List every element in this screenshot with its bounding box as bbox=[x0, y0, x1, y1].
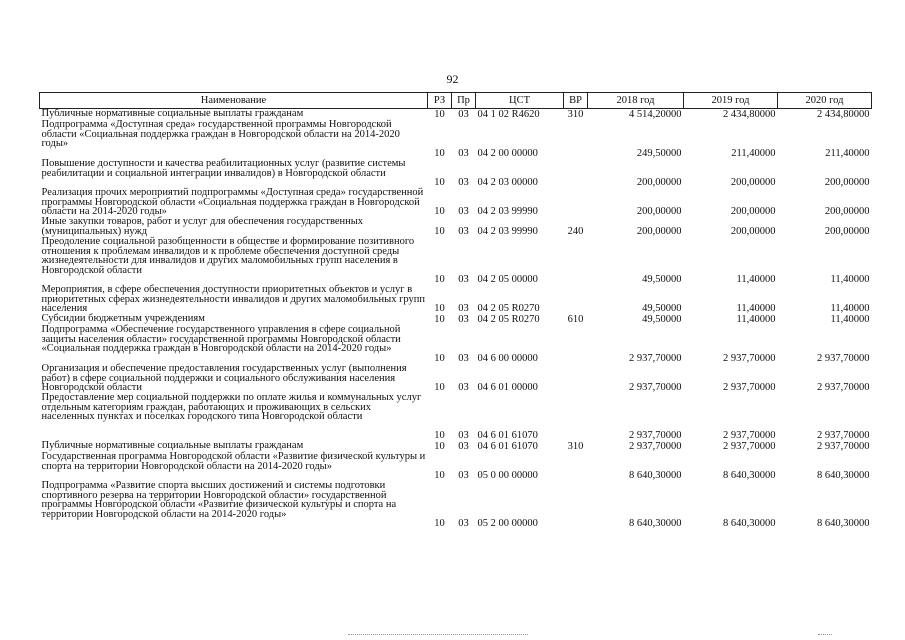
row-2020: 11,40000 bbox=[830, 314, 870, 326]
row-2020: 11,40000 bbox=[830, 274, 870, 286]
row-rz: 10 bbox=[434, 441, 445, 453]
row-name: Предоставление мер социальной поддержки по оплате жилья и коммунальных услуг отдельным категориям граждан, работающих и проживающих в сельских населенных пунктах и поселках городского типа Новгородской области bbox=[41, 392, 422, 423]
row-2018: 200,00000 bbox=[636, 226, 682, 238]
row-rz: 10 bbox=[434, 303, 445, 315]
row-name: Организация и обеспечение предоставления государственных услуг (выполнения работ) в сфере социальной поддержки и социального обслуживания населения Новгородской области bbox=[41, 363, 407, 394]
table-row bbox=[40, 217, 872, 237]
header-name: Наименование bbox=[40, 93, 428, 109]
row-2020: 200,00000 bbox=[824, 177, 870, 189]
table-body bbox=[40, 109, 872, 530]
row-2019: 2 937,70000 bbox=[723, 353, 776, 365]
row-2018: 2 937,70000 bbox=[629, 382, 682, 394]
row-name: Преодоление социальной разобщенности в обществе и формирование позитивного отношения к проблемам инвалидов и к проблеме обеспечения доступной среды жизнедеятельности для инвалидов и других маломобильных групп населения в Новгородской области bbox=[41, 236, 415, 276]
row-cst: 04 2 00 00000 bbox=[477, 148, 538, 160]
row-pr: 03 bbox=[458, 382, 469, 394]
row-rz: 10 bbox=[434, 226, 445, 238]
table-row bbox=[40, 364, 872, 393]
row-pr: 03 bbox=[458, 148, 469, 160]
row-rz: 10 bbox=[434, 470, 445, 482]
row-pr: 03 bbox=[458, 470, 469, 482]
row-pr: 03 bbox=[458, 109, 469, 121]
row-rz: 10 bbox=[434, 206, 445, 218]
table-row bbox=[40, 285, 872, 314]
row-vr bbox=[564, 393, 588, 441]
row-2019: 2 937,70000 bbox=[723, 382, 776, 394]
row-vr bbox=[564, 364, 588, 393]
row-rz: 10 bbox=[434, 518, 445, 530]
row-2018: 8 640,30000 bbox=[629, 518, 682, 530]
row-pr: 03 bbox=[458, 518, 469, 530]
row-2019: 200,00000 bbox=[730, 226, 776, 238]
row-rz: 10 bbox=[434, 148, 445, 160]
budget-table bbox=[39, 92, 872, 529]
row-name: Повышение доступности и качества реабилитационных услуг (развитие системы реабилитации и социальной интеграции инвалидов) в Новгородской области bbox=[41, 158, 406, 179]
row-2019: 11,40000 bbox=[736, 314, 776, 326]
header-pr: Пр bbox=[452, 93, 476, 109]
row-vr bbox=[564, 120, 588, 159]
row-2020: 8 640,30000 bbox=[817, 518, 870, 530]
row-name: Публичные нормативные социальные выплаты гражданам bbox=[41, 108, 304, 119]
row-2019: 2 937,70000 bbox=[723, 441, 776, 453]
row-cst: 04 1 02 R4620 bbox=[477, 109, 540, 121]
row-rz: 10 bbox=[434, 314, 445, 326]
row-rz: 10 bbox=[434, 353, 445, 365]
row-2020: 11,40000 bbox=[830, 303, 870, 315]
table-row bbox=[40, 325, 872, 364]
row-name: Мероприятия, в сфере обеспечения доступности приоритетных объектов и услуг в приоритетных сферах жизнедеятельности инвалидов и других маломобильных групп населения bbox=[41, 284, 425, 315]
row-2018: 200,00000 bbox=[636, 177, 682, 189]
row-cst: 04 6 01 61070 bbox=[477, 441, 538, 453]
table-row bbox=[40, 237, 872, 285]
row-2020: 2 937,70000 bbox=[817, 353, 870, 365]
row-2018: 2 937,70000 bbox=[629, 353, 682, 365]
row-2019: 200,00000 bbox=[730, 177, 776, 189]
row-cst: 04 2 05 R0270 bbox=[477, 314, 540, 326]
row-2018: 4 514,20000 bbox=[629, 109, 682, 121]
row-vr: 310 bbox=[567, 441, 584, 453]
row-pr: 03 bbox=[458, 177, 469, 189]
row-name: Реализация прочих мероприятий подпрограммы «Доступная среда» государственной программы Новгородской области «Социальная поддержка граждан в Новгородской области на 2014-2020 годы» bbox=[41, 187, 424, 218]
row-rz: 10 bbox=[434, 430, 445, 442]
row-vr bbox=[564, 285, 588, 314]
table-header bbox=[40, 93, 872, 109]
row-name: Иные закупки товаров, работ и услуг для обеспечения государственных (муниципальных) нужд bbox=[41, 216, 364, 237]
row-pr: 03 bbox=[458, 303, 469, 315]
footer-scan-mark-small bbox=[818, 634, 832, 637]
row-name: Подпрограмма «Развитие спорта высших достижений и системы подготовки спортивного резерва на территории Новгородской области» государственной программы Новгородской области «Развитие физической культуры и спорта на территории Новгородской области на 2014-2020 годы» bbox=[41, 480, 397, 520]
row-pr: 03 bbox=[458, 274, 469, 286]
row-pr: 03 bbox=[458, 430, 469, 442]
row-vr bbox=[564, 237, 588, 285]
row-vr bbox=[564, 452, 588, 481]
row-cst: 05 0 00 00000 bbox=[477, 470, 538, 482]
footer-scan-mark bbox=[348, 634, 528, 637]
row-name: Подпрограмма «Обеспечение государственного управления в сфере социальной защиты населения области» государственной программы Новгородской области «Социальная поддержка граждан в Новгородской области на 2014-2020 годы» bbox=[41, 324, 401, 355]
row-name: Государственная программа Новгородской области «Развитие физической культуры и спорта на территории Новгородской области на 2014-2020 годы» bbox=[41, 451, 426, 472]
row-name: Подпрограмма «Доступная среда» государственной программы Новгородской области «Социальная поддержка граждан в Новгородской области на 2014-2020 годы» bbox=[41, 119, 400, 150]
row-2020: 200,00000 bbox=[824, 206, 870, 218]
row-pr: 03 bbox=[458, 226, 469, 238]
row-2018: 8 640,30000 bbox=[629, 470, 682, 482]
header-2018: 2018 год bbox=[588, 93, 684, 109]
row-2020: 8 640,30000 bbox=[817, 470, 870, 482]
row-vr bbox=[564, 325, 588, 364]
row-2018: 2 937,70000 bbox=[629, 441, 682, 453]
row-pr: 03 bbox=[458, 353, 469, 365]
row-2019: 200,00000 bbox=[730, 206, 776, 218]
row-rz: 10 bbox=[434, 274, 445, 286]
row-vr: 240 bbox=[567, 226, 584, 238]
row-2018: 200,00000 bbox=[636, 206, 682, 218]
row-pr: 03 bbox=[458, 314, 469, 326]
row-2018: 49,50000 bbox=[642, 274, 682, 286]
table-row bbox=[40, 120, 872, 159]
row-cst: 04 2 03 99990 bbox=[477, 206, 538, 218]
header-2020: 2020 год bbox=[778, 93, 872, 109]
row-2020: 2 937,70000 bbox=[817, 430, 870, 442]
row-cst: 05 2 00 00000 bbox=[477, 518, 538, 530]
row-2018: 49,50000 bbox=[642, 303, 682, 315]
row-cst: 04 6 01 00000 bbox=[477, 382, 538, 394]
table-row bbox=[40, 159, 872, 188]
row-2019: 8 640,30000 bbox=[723, 518, 776, 530]
row-2019: 2 434,80000 bbox=[723, 109, 776, 121]
row-name: Публичные нормативные социальные выплаты гражданам bbox=[41, 440, 304, 451]
row-cst: 04 2 03 00000 bbox=[477, 177, 538, 189]
page-number: 92 bbox=[446, 72, 459, 86]
row-2019: 11,40000 bbox=[736, 274, 776, 286]
row-cst: 04 2 05 R0270 bbox=[477, 303, 540, 315]
row-2020: 211,40000 bbox=[825, 148, 870, 160]
table-row bbox=[40, 452, 872, 481]
row-name: Субсидии бюджетным учреждениям bbox=[41, 313, 205, 324]
row-2018: 49,50000 bbox=[642, 314, 682, 326]
row-2018: 249,50000 bbox=[636, 148, 682, 160]
row-cst: 04 2 05 00000 bbox=[477, 274, 538, 286]
row-vr bbox=[564, 481, 588, 529]
row-2020: 2 937,70000 bbox=[817, 441, 870, 453]
row-rz: 10 bbox=[434, 177, 445, 189]
row-2018: 2 937,70000 bbox=[629, 430, 682, 442]
row-rz: 10 bbox=[434, 109, 445, 121]
header-2019: 2019 год bbox=[684, 93, 778, 109]
header-vr: ВР bbox=[564, 93, 588, 109]
row-cst: 04 6 00 00000 bbox=[477, 353, 538, 365]
row-2020: 2 434,80000 bbox=[817, 109, 870, 121]
row-cst: 04 2 03 99990 bbox=[477, 226, 538, 238]
row-2019: 2 937,70000 bbox=[723, 430, 776, 442]
row-cst: 04 6 01 61070 bbox=[477, 430, 538, 442]
row-pr: 03 bbox=[458, 206, 469, 218]
row-2020: 200,00000 bbox=[824, 226, 870, 238]
header-cst: ЦСТ bbox=[476, 93, 564, 109]
row-2020: 2 937,70000 bbox=[817, 382, 870, 394]
table-row bbox=[40, 188, 872, 217]
row-vr bbox=[564, 188, 588, 217]
table-row bbox=[40, 481, 872, 529]
row-2019: 11,40000 bbox=[736, 303, 776, 315]
row-rz: 10 bbox=[434, 382, 445, 394]
row-2019: 8 640,30000 bbox=[723, 470, 776, 482]
table-row bbox=[40, 393, 872, 441]
row-vr bbox=[564, 159, 588, 188]
row-vr: 610 bbox=[567, 314, 584, 326]
row-pr: 03 bbox=[458, 441, 469, 453]
row-2019: 211,40000 bbox=[731, 148, 776, 160]
row-vr: 310 bbox=[567, 109, 584, 121]
header-rz: РЗ bbox=[428, 93, 452, 109]
